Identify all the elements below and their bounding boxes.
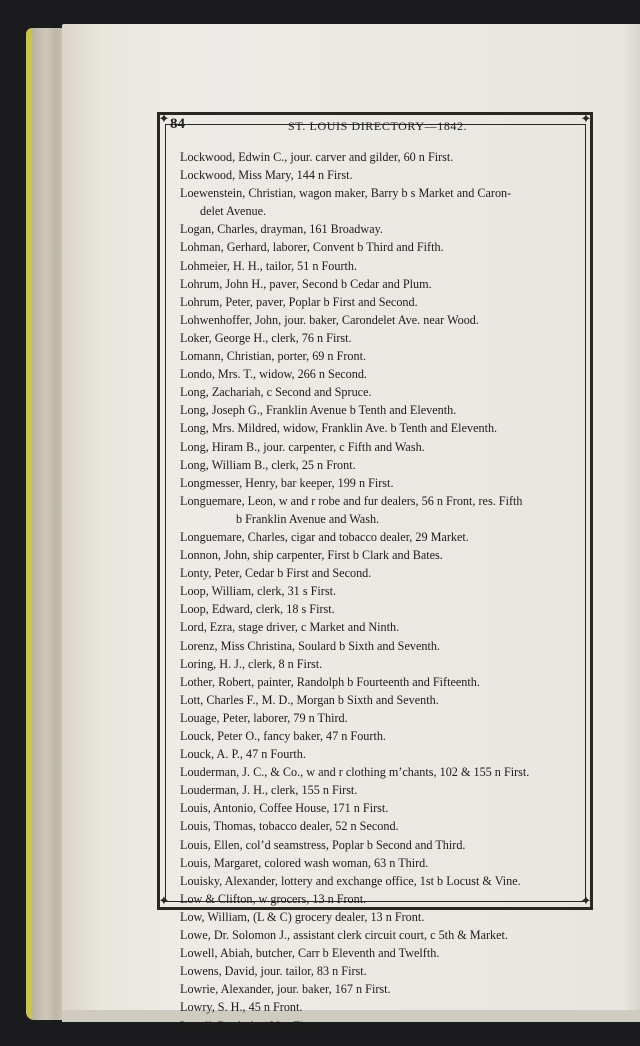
directory-entry: Lother, Robert, painter, Randolph b Fourteenth and Fifteenth. [180,674,480,689]
page-header [170,116,580,136]
directory-entry: Lowell, Abiah, butcher, Carr b Eleventh and Twelfth. [180,946,440,961]
directory-entry: Long, William B., clerk, 25 n Front. [180,457,356,472]
directory-entry: Louis, Margaret, colored wash woman, 63 n Third. [180,855,429,870]
directory-entry: Lott, Charles F., M. D., Morgan b Sixth and Seventh. [180,692,439,707]
directory-entry: Low & Clifton, w grocers, 13 n Front. [180,891,367,906]
directory-entry: Longmesser, Henry, bar keeper, 199 n First. [180,475,394,490]
directory-entry: Lohrum, Peter, paver, Poplar b First and Second. [180,294,418,309]
page-number: 84 [170,116,185,132]
directory-entry: Loring, H. J., clerk, 8 n First. [180,656,323,671]
directory-entry: Louck, Peter O., fancy baker, 47 n Fourth. [180,729,386,743]
directory-entry: Lowrie, Alexander, jour. baker, 167 n First. [180,982,391,997]
directory-entry: Louis, Antonio, Coffee House, 171 n First. [180,801,389,816]
directory-entry: Long, Zachariah, c Second and Spruce. [180,385,372,400]
directory-entry: Louage, Peter, laborer, 79 n Third. [180,710,348,725]
directory-entry: Loyall, P., clerk, 129 n First. [180,1018,319,1033]
directory-entry: Long, Hiram B., jour. carpenter, c Fifth and Wash. [180,439,425,454]
directory-entry: Lord, Ezra, stage driver, c Market and Ninth. [180,620,400,635]
directory-entry-continuation: b Franklin Avenue and Wash. [236,511,380,526]
directory-entry: Londo, Mrs. T., widow, 266 n Second. [180,367,367,382]
directory-entry: Louderman, J. H., clerk, 155 n First. [180,783,358,798]
directory-entry: Louis, Thomas, tobacco dealer, 52 n Second. [180,819,399,834]
corner-ornament-icon: ✦ [580,893,592,908]
directory-entry: Loker, George H., clerk, 76 n First. [180,330,352,345]
directory-entry: Low, William, (L & C) grocery dealer, 13 n Front. [180,909,425,924]
directory-entry: Lowens, David, jour. tailor, 83 n First. [180,964,367,979]
directory-entry: Long, Joseph G., Franklin Avenue b Tenth and Eleventh. [180,403,457,418]
directory-entry: Longuemare, Leon, w and r robe and fur dealers, 56 n Front, res. Fifth [180,493,523,508]
corner-ornament-icon: ✦ [580,111,592,126]
directory-entry: Loewenstein, Christian, wagon maker, Barry b s Market and Caron- [180,186,512,201]
directory-entries [180,148,580,1035]
directory-entry: Louck, A. P., 47 n Fourth. [180,747,306,762]
directory-entry: Lockwood, Edwin C., jour. carver and gilder, 60 n First. [180,150,454,164]
directory-entry: Louisky, Alexander, lottery and exchange office, 1st b Locust & Vine. [180,873,521,888]
directory-entry: Longuemare, Charles, cigar and tobacco dealer, 29 Market. [180,529,469,544]
directory-entry: Lohrum, John H., paver, Second b Cedar and Plum. [180,276,432,291]
running-title: ST. LOUIS DIRECTORY—1842. [288,119,468,133]
directory-entry: Lowry, S. H., 45 n Front. [180,1000,303,1015]
corner-ornament-icon: ✦ [158,893,170,908]
directory-entry: Logan, Charles, drayman, 161 Broadway. [180,222,383,237]
directory-entry: Loop, William, clerk, 31 s First. [180,584,337,599]
directory-entry: Long, Mrs. Mildred, widow, Franklin Ave. b Tenth and Eleventh. [180,421,498,436]
directory-entry: Lowe, Dr. Solomon J., assistant clerk circuit court, c 5th & Market. [180,928,508,943]
directory-entry: Lohmeier, H. H., tailor, 51 n Fourth. [180,258,358,273]
directory-entry: Lohwenhoffer, John, jour. baker, Carondelet Ave. near Wood. [180,312,479,327]
directory-entry: Lonty, Peter, Cedar b First and Second. [180,566,372,581]
directory-entry: Lohman, Gerhard, laborer, Convent b Third and Fifth. [180,240,444,255]
directory-entry: Louderman, J. C., & Co., w and r clothing m’chants, 102 & 155 n First. [180,765,530,780]
directory-entry: Lonnon, John, ship carpenter, First b Clark and Bates. [180,548,443,563]
directory-entry: Lorenz, Miss Christina, Soulard b Sixth and Seventh. [180,638,440,653]
corner-ornament-icon: ✦ [158,111,170,126]
directory-entry-continuation: delet Avenue. [200,204,267,219]
directory-entry: Lomann, Christian, porter, 69 n Front. [180,349,367,364]
directory-entry: Loop, Edward, clerk, 18 s First. [180,602,335,617]
directory-entry: Louis, Ellen, col’d seamstress, Poplar b Second and Third. [180,837,466,852]
directory-entry: Lockwood, Miss Mary, 144 n First. [180,168,353,183]
